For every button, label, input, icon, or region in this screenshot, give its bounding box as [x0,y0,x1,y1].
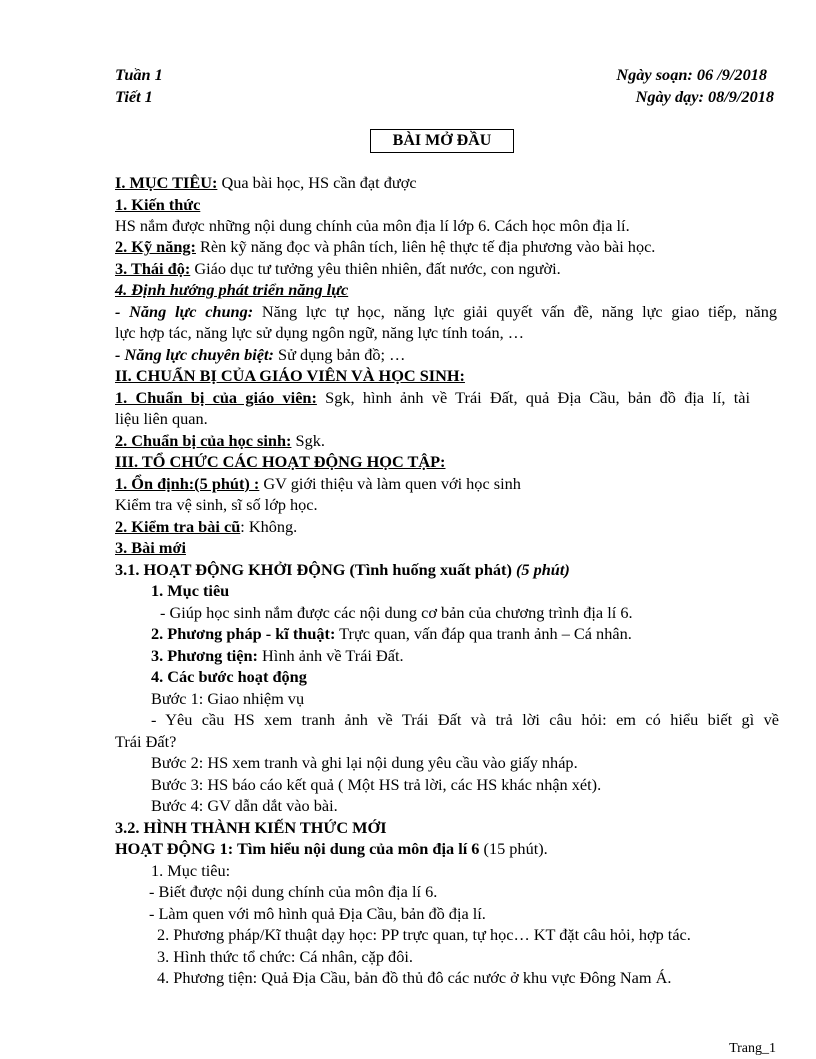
step-1-text-2: Trái Đất? [115,732,177,751]
knowledge-heading: 1. Kiến thức [115,195,201,214]
attitude-heading: 3. Thái độ: [115,259,191,278]
stabilize-heading: 1. Ổn định:(5 phút) : [115,474,260,493]
skill-line [115,237,655,257]
lesson-title: BÀI MỞ ĐẦU [370,129,514,153]
week-label: Tuần 1 [115,65,163,84]
general-capacity-text-1: Năng lực tự học, năng lực giải quyết vấn đề, năng lực giao tiếp, năng [253,302,778,321]
knowledge-text: HS nắm được những nội dung chính của môn địa lí lớp 6. Cách học môn địa lí. [115,216,630,235]
warmup-method-text: Trực quan, vấn đáp qua tranh ảnh – Cá nhân. [335,624,632,643]
activity-1-method: 2. Phương pháp/Kĩ thuật dạy học: PP trực quan, tự học… KT đặt câu hỏi, hợp tác. [157,925,691,944]
stabilize-text-2: Kiểm tra vệ sinh, sĩ số lớp học. [115,495,318,514]
preparation-heading: II. CHUẨN BỊ CỦA GIÁO VIÊN VÀ HỌC SINH: [115,366,465,385]
student-prep-line [115,431,325,451]
objectives-line [115,173,417,193]
warmup-means-line [151,646,404,666]
stabilize-line [115,474,521,494]
old-lesson-line [115,517,297,537]
teach-date: Ngày dạy: 08/9/2018 [635,87,774,106]
step-3: Bước 3: HS báo cáo kết quả ( Một HS trả lời, các HS khác nhận xét). [151,775,602,794]
warmup-line [115,560,570,580]
activity-1-goal-1: - Biết được nội dung chính của môn địa lí 6. [149,882,438,901]
activity-1-means: 4. Phương tiện: Quả Địa Cầu, bản đồ thủ đô các nước ở khu vực Đông Nam Á. [157,968,672,987]
activity-1-goal-2: - Làm quen với mô hình quả Địa Cầu, bản đồ địa lí. [149,904,486,923]
activity-1-goal: 1. Mục tiêu: [151,861,231,880]
attitude-text: Giáo dục tư tưởng yêu thiên nhiên, đất nước, con người. [190,259,561,278]
step-1: Bước 1: Giao nhiệm vụ [151,689,305,708]
objectives-intro: Qua bài học, HS cần đạt được [217,173,417,192]
teacher-prep-text-2: liệu liên quan. [115,409,208,428]
activity-1-time: (15 phút). [479,839,548,858]
attitude-line [115,259,561,279]
lesson-label: Tiết 1 [115,87,153,106]
warmup-method-heading: 2. Phương pháp - kĩ thuật: [151,624,336,643]
general-capacity-heading: - Năng lực chung: [115,302,254,321]
activity-1-heading: HOẠT ĐỘNG 1: Tìm hiểu nội dung của môn địa lí 6 [115,839,480,858]
general-capacity-text-2: lực hợp tác, năng lực sử dụng ngôn ngữ, năng lực tính toán, … [115,323,525,342]
page-number: Trang_1 [729,1041,776,1056]
step-1-text-1: - Yêu cầu HS xem tranh ảnh về Trái Đất và trả lời câu hỏi: em có hiểu biết gì về [151,710,779,729]
student-prep-text: Sgk. [291,431,325,450]
special-capacity-heading: - Năng lực chuyên biệt: [115,345,274,364]
student-prep-heading: 2. Chuẩn bị của học sinh: [115,431,292,450]
old-lesson-heading: 2. Kiểm tra bài cũ [115,517,241,536]
step-2: Bước 2: HS xem tranh và ghi lại nội dung yêu cầu vào giấy nháp. [151,753,578,772]
warmup-method-line [151,624,632,644]
skill-heading: 2. Kỹ năng: [115,237,196,256]
old-lesson-text: : Không. [240,517,298,536]
special-capacity-line [115,345,405,365]
orientation-heading: 4. Định hướng phát triển năng lực [115,280,349,299]
skill-text: Rèn kỹ năng đọc và phân tích, liên hệ thực tế địa phương vào bài học. [195,237,656,256]
objectives-heading: I. MỤC TIÊU: [115,173,218,192]
warmup-time: (5 phút) [511,560,570,579]
special-capacity-text: Sử dụng bản đồ; … [273,345,406,364]
general-capacity-line [115,302,777,322]
activity-1-form: 3. Hình thức tổ chức: Cá nhân, cặp đôi. [157,947,413,966]
warmup-goal-text: - Giúp học sinh nắm được các nội dung cơ bản của chương trình địa lí 6. [160,603,633,622]
activities-heading: III. TỔ CHỨC CÁC HOẠT ĐỘNG HỌC TẬP: [115,452,446,471]
step-4: Bước 4: GV dẫn dắt vào bài. [151,796,338,815]
warmup-means-heading: 3. Phương tiện: [151,646,258,665]
warmup-means-text: Hình ảnh về Trái Đất. [257,646,404,665]
stabilize-text: GV giới thiệu và làm quen với học sinh [259,474,521,493]
teacher-prep-text-1: Sgk, hình ảnh về Trái Đất, quả Địa Cầu, bản đồ địa lí, tài [316,388,750,407]
teacher-prep-line [115,388,750,408]
new-lesson-heading: 3. Bài mới [115,538,186,557]
new-knowledge-heading: 3.2. HÌNH THÀNH KIẾN THỨC MỚI [115,818,387,837]
warmup-heading: 3.1. HOẠT ĐỘNG KHỞI ĐỘNG (Tình huống xuất phát) [115,560,512,579]
prep-date: Ngày soạn: 06 /9/2018 [616,65,767,84]
warmup-steps-heading: 4. Các bước hoạt động [151,667,307,686]
activity-1-line [115,839,548,859]
teacher-prep-heading: 1. Chuẩn bị của giáo viên: [115,388,317,407]
warmup-goal-heading: 1. Mục tiêu [151,581,230,600]
